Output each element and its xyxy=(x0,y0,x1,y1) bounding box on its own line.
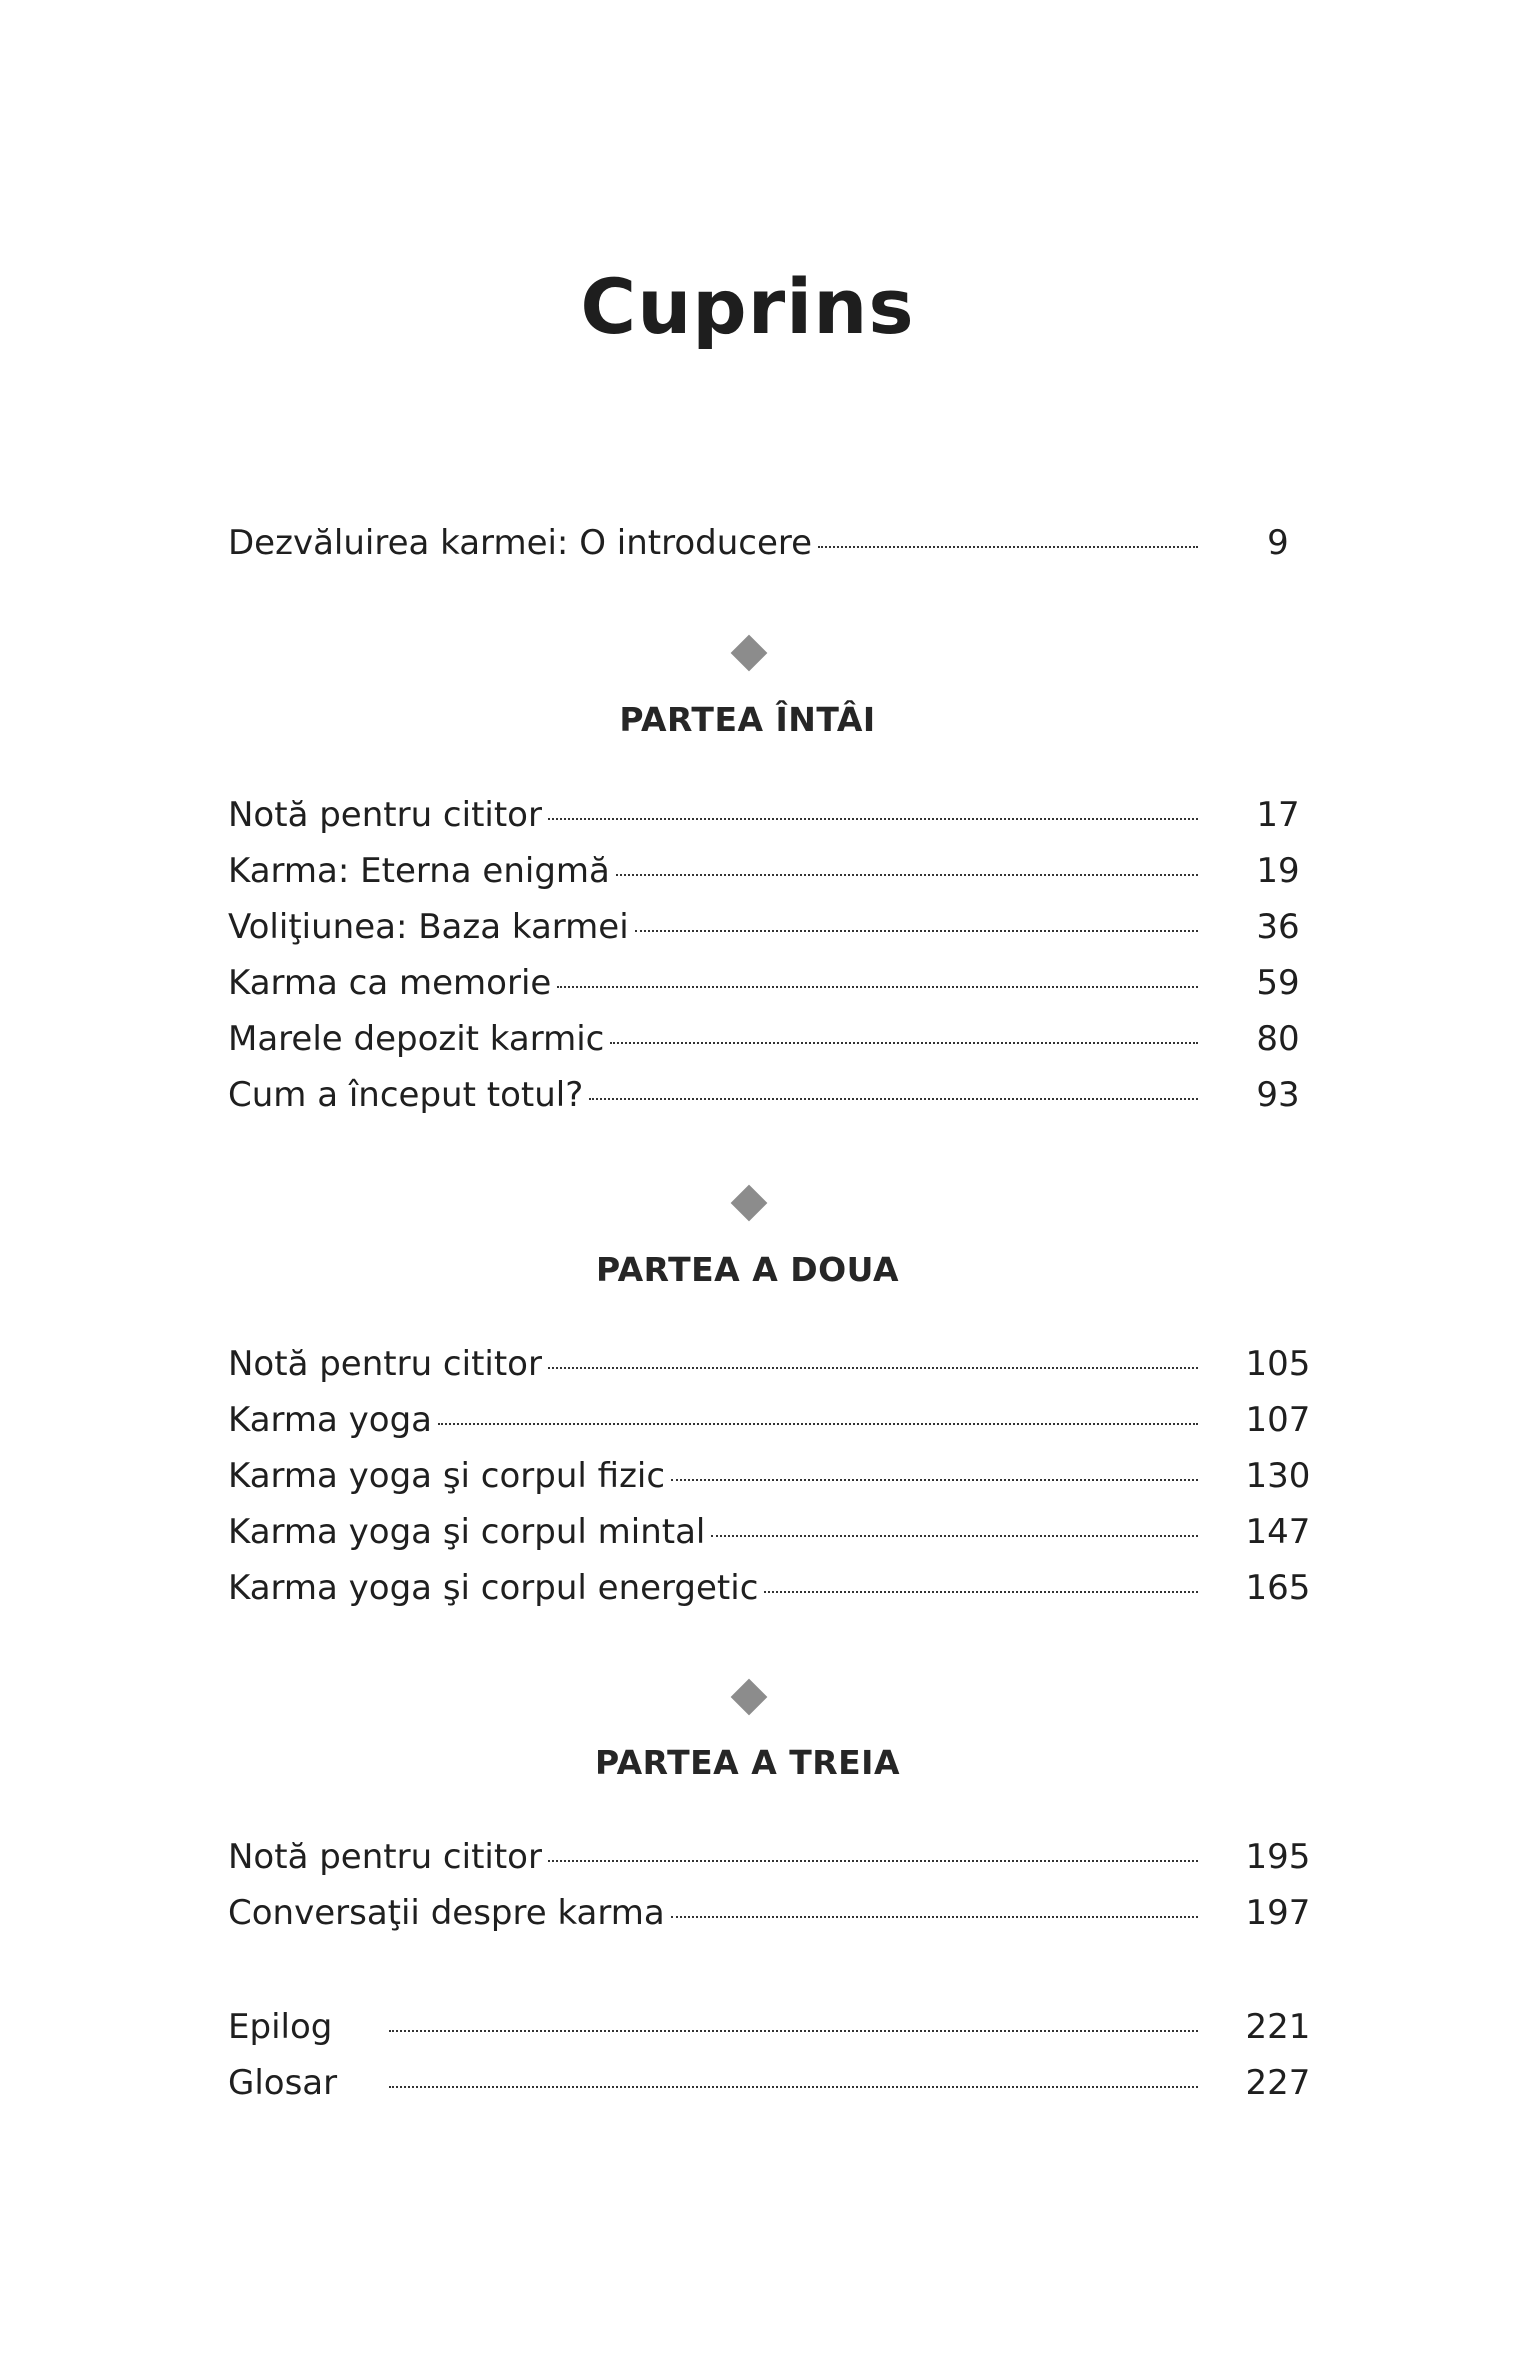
dot-leader xyxy=(548,1366,1198,1369)
dot-leader xyxy=(389,2029,1198,2032)
toc-entry[interactable] xyxy=(228,956,1318,1010)
toc-entry-introduction[interactable] xyxy=(228,516,1318,570)
toc-entry[interactable] xyxy=(228,1561,1318,1615)
toc-entry-page: 227 xyxy=(1245,2063,1311,2103)
toc-entry[interactable] xyxy=(228,1886,1318,1940)
toc-entry-page: 80 xyxy=(1256,1019,1300,1059)
section-heading-part-1: PARTEA ÎNTÂI xyxy=(619,700,876,739)
diamond-ornament-icon xyxy=(731,635,768,672)
toc-entry-label: Karma: Eterna enigmă xyxy=(228,851,610,891)
toc-entry[interactable] xyxy=(228,1449,1318,1503)
dot-leader xyxy=(635,929,1198,932)
toc-entry-page: 59 xyxy=(1256,963,1300,1003)
section-heading-part-2: PARTEA A DOUA xyxy=(595,1250,899,1289)
toc-entry[interactable] xyxy=(228,788,1318,842)
toc-entry-page: 36 xyxy=(1256,907,1300,947)
toc-entry-glossary[interactable] xyxy=(228,2056,1318,2110)
toc-entry-page: 105 xyxy=(1245,1344,1311,1384)
toc-entry-label: Karma yoga şi corpul mintal xyxy=(228,1512,706,1552)
toc-entry-epilogue[interactable] xyxy=(228,2000,1318,2054)
toc-entry[interactable] xyxy=(228,900,1318,954)
toc-entry[interactable] xyxy=(228,844,1318,898)
toc-entry-label: Notă pentru cititor xyxy=(228,795,542,835)
toc-entry-page: 17 xyxy=(1256,795,1300,835)
toc-entry-label: Marele depozit karmic xyxy=(228,1019,605,1059)
toc-entry-label: Notă pentru cititor xyxy=(228,1344,542,1384)
toc-entry[interactable] xyxy=(228,1505,1318,1559)
dot-leader xyxy=(610,1041,1198,1044)
page-title: Cuprins xyxy=(580,262,915,351)
dot-leader xyxy=(438,1422,1198,1425)
toc-entry-page: 9 xyxy=(1267,523,1289,563)
toc-entry[interactable] xyxy=(228,1393,1318,1447)
toc-entry[interactable] xyxy=(228,1337,1318,1391)
toc-entry-label: Karma yoga şi corpul energetic xyxy=(228,1568,759,1608)
dot-leader xyxy=(764,1590,1198,1593)
dot-leader xyxy=(589,1097,1198,1100)
toc-entry[interactable] xyxy=(228,1830,1318,1884)
section-heading-part-3: PARTEA A TREIA xyxy=(594,1743,900,1782)
diamond-ornament-icon xyxy=(731,1679,768,1716)
toc-entry-page: 197 xyxy=(1245,1893,1311,1933)
dot-leader xyxy=(671,1478,1198,1481)
toc-entry-label: Karma yoga şi corpul fizic xyxy=(228,1456,666,1496)
toc-entry-page: 130 xyxy=(1245,1456,1311,1496)
toc-entry-page: 221 xyxy=(1245,2007,1311,2047)
toc-entry-page: 93 xyxy=(1256,1075,1300,1115)
toc-entry-page: 19 xyxy=(1256,851,1300,891)
toc-entry[interactable] xyxy=(228,1012,1318,1066)
dot-leader xyxy=(548,1859,1198,1862)
dot-leader xyxy=(548,817,1198,820)
toc-entry-label: Conversaţii despre karma xyxy=(228,1893,665,1933)
dot-leader xyxy=(671,1915,1198,1918)
dot-leader xyxy=(818,545,1198,548)
dot-leader xyxy=(389,2085,1198,2088)
toc-entry-page: 195 xyxy=(1245,1837,1311,1877)
diamond-ornament-icon xyxy=(731,1185,768,1222)
toc-entry-label: Dezvăluirea karmei: O introducere xyxy=(228,523,813,563)
toc-entry-label: Glosar xyxy=(228,2063,338,2103)
toc-entry-page: 165 xyxy=(1245,1568,1311,1608)
toc-entry-page: 107 xyxy=(1245,1400,1311,1440)
dot-leader xyxy=(557,985,1198,988)
dot-leader xyxy=(616,873,1198,876)
toc-entry-label: Notă pentru cititor xyxy=(228,1837,542,1877)
toc-entry-label: Epilog xyxy=(228,2007,333,2047)
toc-entry-label: Karma ca memorie xyxy=(228,963,552,1003)
toc-entry-label: Voliţiunea: Baza karmei xyxy=(228,907,629,947)
toc-entry-label: Cum a început totul? xyxy=(228,1075,584,1115)
toc-entry[interactable] xyxy=(228,1068,1318,1122)
toc-entry-page: 147 xyxy=(1245,1512,1311,1552)
dot-leader xyxy=(711,1534,1198,1537)
toc-entry-label: Karma yoga xyxy=(228,1400,433,1440)
